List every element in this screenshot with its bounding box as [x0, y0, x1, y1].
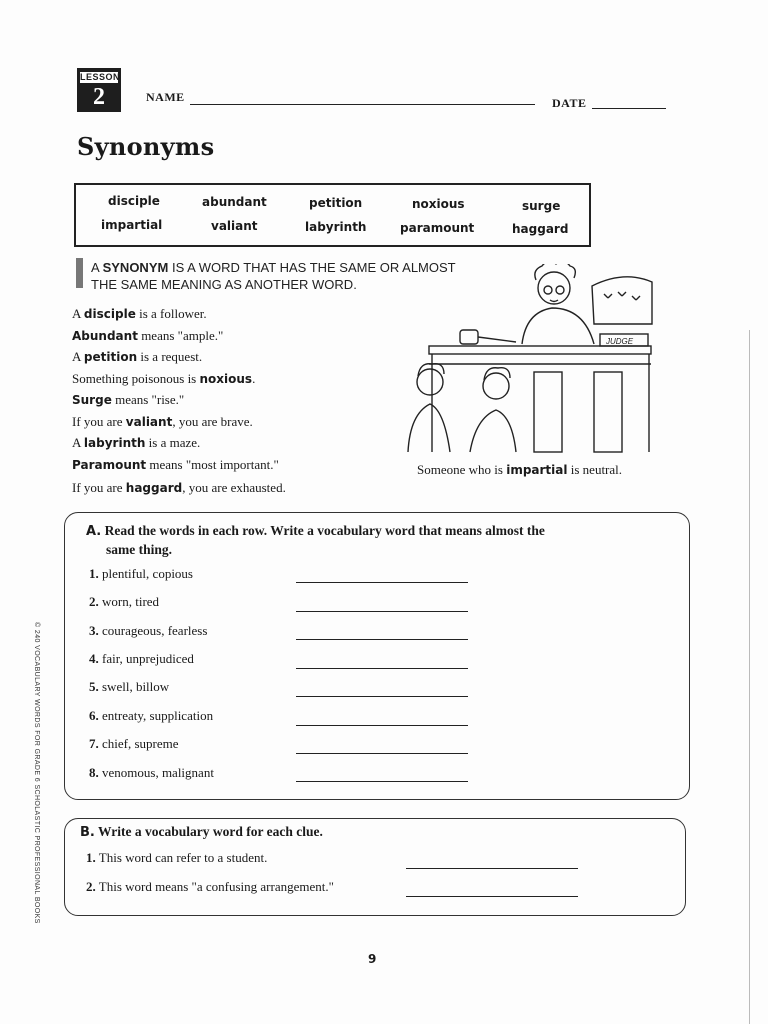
vocab-word: labyrinth	[305, 220, 367, 234]
answer-line[interactable]	[296, 611, 468, 612]
date-field-line[interactable]	[592, 108, 666, 109]
lesson-label: LESSON	[80, 72, 121, 82]
definition-accent-bar	[76, 258, 83, 288]
vocab-word: valiant	[211, 219, 258, 233]
example-sentence: Abundant means "ample."	[72, 328, 224, 343]
vocab-word: paramount	[400, 221, 475, 235]
vocab-word: impartial	[101, 218, 163, 232]
vocab-word: surge	[522, 199, 561, 213]
section-a-item: 5. swell, billow	[89, 679, 170, 694]
definition-lead: A	[91, 260, 99, 275]
answer-line[interactable]	[296, 639, 468, 640]
example-sentence: Surge means "rise."	[72, 392, 185, 407]
judge-courtroom-illustration	[404, 264, 654, 454]
section-b-item: 1. This word can refer to a student.	[86, 850, 268, 865]
section-b-letter: B.	[80, 825, 95, 840]
answer-line[interactable]	[296, 668, 468, 669]
lesson-number: 2	[93, 84, 105, 110]
page-edge-rule	[749, 330, 750, 1024]
answer-line[interactable]	[406, 896, 578, 897]
vocabulary-word-box	[74, 183, 591, 247]
section-a-item: 6. entreaty, supplication	[89, 708, 214, 723]
date-label: DATE	[552, 96, 587, 110]
vocab-word: haggard	[512, 222, 569, 236]
example-sentence: If you are valiant, you are brave.	[72, 414, 253, 429]
example-sentence: If you are haggard, you are exhausted.	[72, 480, 286, 495]
section-a-item: 7. chief, supreme	[89, 736, 179, 751]
answer-line[interactable]	[296, 781, 468, 782]
definition-keyword: SYNONYM	[102, 260, 169, 275]
section-b-instructions: B. Write a vocabulary word for each clue.	[80, 824, 323, 840]
bench-sign-text: JUDGE	[606, 337, 634, 346]
definition-text-line1: IS A WORD THAT HAS THE SAME OR ALMOST	[171, 260, 456, 275]
section-a-item: 4. fair, unprejudiced	[89, 651, 194, 666]
vocab-word: abundant	[202, 195, 267, 209]
section-a-item: 2. worn, tired	[89, 594, 160, 609]
vocab-word: noxious	[412, 197, 465, 211]
section-a-item: 1. plentiful, copious	[89, 566, 193, 581]
definition-text-line2: THE SAME MEANING AS ANOTHER WORD.	[91, 277, 357, 292]
example-sentence: A disciple is a follower.	[72, 306, 207, 321]
answer-line[interactable]	[296, 696, 468, 697]
section-a-instructions: A. Read the words in each row. Write a vocabulary word that means almost the same thing.	[86, 523, 545, 557]
lesson-badge	[77, 68, 121, 112]
name-label: NAME	[146, 90, 185, 104]
vocab-word: disciple	[108, 194, 160, 208]
example-sentence: Something poisonous is noxious.	[72, 371, 256, 386]
copyright-side-text: © 240 VOCABULARY WORDS FOR GRADE 6 SCHOLASTIC PROFESSIONAL BOOKS	[33, 622, 40, 924]
section-a-letter: A.	[86, 524, 102, 539]
example-sentence: A labyrinth is a maze.	[72, 435, 201, 450]
page-number: 9	[368, 952, 377, 966]
vocab-word: petition	[309, 196, 363, 210]
section-a-item: 8. venomous, malignant	[89, 765, 214, 780]
name-field-line[interactable]	[190, 104, 535, 105]
example-sentence: A petition is a request.	[72, 349, 203, 364]
answer-line[interactable]	[406, 868, 578, 869]
example-sentence: Paramount means "most important."	[72, 457, 279, 472]
section-a-item: 3. courageous, fearless	[89, 623, 208, 638]
page-title: Synonyms	[77, 132, 215, 161]
illustration-caption: Someone who is impartial is neutral.	[417, 462, 623, 477]
section-b-item: 2. This word means "a confusing arrangement."	[86, 879, 334, 894]
answer-line[interactable]	[296, 753, 468, 754]
answer-line[interactable]	[296, 725, 468, 726]
answer-line[interactable]	[296, 582, 468, 583]
